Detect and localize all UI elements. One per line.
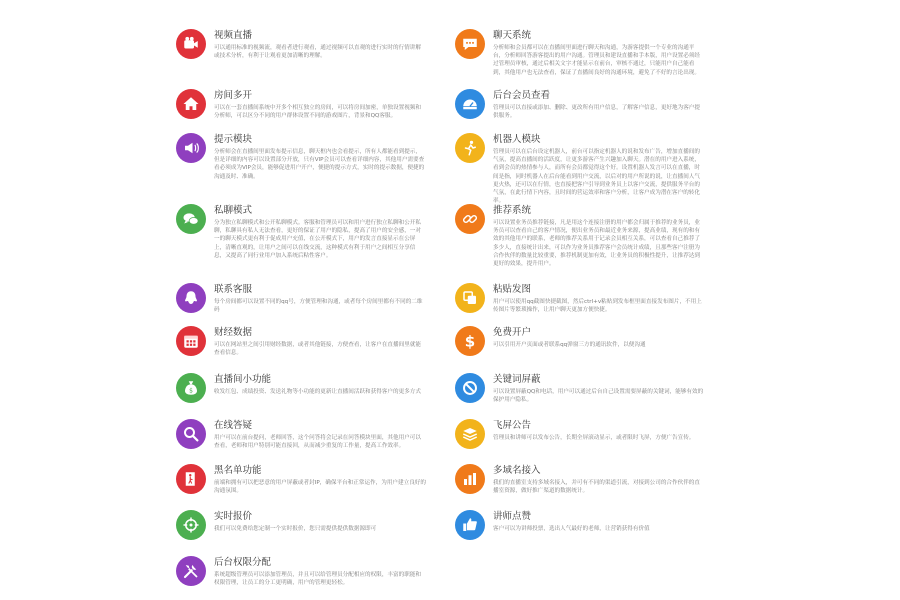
tools-icon bbox=[176, 556, 206, 586]
thumbs-up-icon bbox=[455, 510, 485, 540]
feature-title: 房间多开 bbox=[214, 90, 253, 101]
feature-description: 用户可以在前台提问，老师回答，这个问答将会记录在问答模块里面，其他用户可以查看，老师和用户特别可能直接回，从而减少重复的工作量，提高工作效率。 bbox=[214, 435, 421, 450]
feature-title: 后台权限分配 bbox=[214, 557, 272, 568]
feature-title: 黑名单功能 bbox=[214, 465, 262, 476]
feature-title: 聊天系统 bbox=[493, 30, 532, 41]
feature-title: 讲师点赞 bbox=[493, 511, 532, 522]
feature-description: 系统超级管理员可以添加管理员，并且可以给管理员分配相应的权限，丰富的职能和权限管理，让员工的分工更明确，用户的管理更轻松。 bbox=[214, 572, 421, 587]
feature-title: 关键词屏蔽 bbox=[493, 374, 541, 385]
feature-description: 分析师和会员都可以在直播间里面进行聊天和沟通，为游客提供一个专业的沟通平台，分析师回答游客提出的用户沟通。管理员和建设直播和手本版，用户设置必须经过管理员审核，通过后相关文字才能显示在前台，审核不通过，只能用户自己能看到，其他用户也无法查看，保证了直播间良好的沟通环境，避免了不好的言论出现。 bbox=[493, 45, 700, 76]
feature-title: 直播间小功能 bbox=[214, 374, 272, 385]
chat-bubbles-icon bbox=[176, 204, 206, 234]
link-chain-icon bbox=[455, 204, 485, 234]
feature-description: 收发红包、成绩投资、发送礼物等小功能的更新让直播间活跃和获得客户的更多方式 bbox=[214, 389, 421, 395]
feature-title: 飞屏公告 bbox=[493, 420, 532, 431]
admin-dashboard-icon bbox=[455, 89, 485, 119]
feature-description: 前端和拥有可以把恶意的用户屏蔽或者封IP，确保平台和正常运作，为用户建立良好的沟通氛围。 bbox=[214, 480, 426, 495]
feature-title: 粘贴发图 bbox=[493, 284, 532, 295]
svg-text:$: $ bbox=[464, 332, 476, 350]
dollar-icon bbox=[455, 326, 485, 356]
feature-description: 可以设置屏蔽QQ和电话，用户可以通过后台自己设置需要屏蔽的关键词，能够有效的保护用户隐私。 bbox=[493, 389, 704, 404]
feature-description: 管理员可以直接或添加、删除、更改所有用户信息，了解客户信息，更好地为客户提供服务。 bbox=[493, 105, 700, 120]
layers-icon bbox=[455, 419, 485, 449]
feature-title: 免费开户 bbox=[493, 327, 532, 338]
feature-title: 在线答疑 bbox=[214, 420, 253, 431]
feature-title: 多域名接入 bbox=[493, 465, 541, 476]
feature-description: 分为独立私聊模式和公开私聊模式。客服和管理员可以和用户进行独立私聊和公开私聊，私聊具有私人无法查看，更好的保证了用户的隐私，提高了用户的安全感，一对一的聊天模式更有利于促成用户充值，在公开模式下，用户的发言直接显示在公屏上，清晰直观的，让用户之间可以在线交流，这种模式有利于用户之间相互分享信息，又提高了同行业用户加入系统后粘性客户。 bbox=[214, 220, 421, 259]
feature-title: 私聊模式 bbox=[214, 205, 253, 216]
feature-title: 财经数据 bbox=[214, 327, 253, 338]
feature-description: 可以在网站里之间引用财经数据，或者其他链接，方便查看，让客户在直播间里就能查看信息。 bbox=[214, 342, 421, 357]
feature-description: 客户可以为讲师投票，选出人气最好的老师，让营销获得有价值 bbox=[493, 526, 650, 532]
feature-description: 管理员和讲师可以发布公告，长期全屏滚动显示，或者限时飞屏，方便广告宣传。 bbox=[493, 435, 695, 441]
feature-description: 分析师会在直播间里面发布提示信息，聊天框内也会看提示，所有人都能看到提示，但是详细的内容可以设置部分开放，只有VIP会员可以查看详细内容，其他用户需要查看必须成为VIP会员，能够促进用户开户，便捷的提示方式，实时的提示数据，便捷的沟通及时、准确。 bbox=[214, 149, 425, 180]
paste-copy-icon bbox=[455, 283, 485, 313]
feature-title: 提示模块 bbox=[214, 134, 253, 145]
feature-title: 实时报价 bbox=[214, 511, 253, 522]
feature-description: 管理员可以在后台设定机器人，前台可以指定机器人的说和发布广告，增加直播间的气氛，提高直播间的活跃度，让更多游客产生兴趣加入聊天。潜在的用户进入系统，看到会员的热情参与人，而所有会员都觉得这个好。设置机器人发言可以在直播，时间是指，同时机器人在后台能看到用户交流，以后对的用户所说的说，让直播间人气更火热，还可以在行情，也直接把客户引导到业务员上以客户交流，提供服务平台的气氛，在此行情下内容，且时间的营运效率和客户分析，让客户成为潜在客户的转化率。 bbox=[493, 149, 700, 205]
contact-person-icon bbox=[176, 283, 206, 313]
feature-title: 机器人模块 bbox=[493, 134, 541, 145]
feature-description: 每个房间都可以设置不同的qq号，方便管理和沟通，或者每个房间里都有不同的二维码 bbox=[214, 299, 423, 314]
feature-title: 推荐系统 bbox=[493, 205, 532, 216]
bar-chart-icon bbox=[455, 464, 485, 494]
house-icon bbox=[176, 89, 206, 119]
feature-description: 我们可以免费给您定制一个实时报价，您只需提供提供数据源即可 bbox=[214, 526, 377, 532]
feature-title: 视频直播 bbox=[214, 30, 253, 41]
money-bag-icon bbox=[176, 373, 206, 403]
feature-description: 可以在一套直播间系统中开多个相互独立的房间，可以将房间加密，单独设置视频和分析师，可以区分不同的用户群体设置不同的游戏图片，背景和QQ客服。 bbox=[214, 105, 421, 120]
feature-title: 联系客服 bbox=[214, 284, 253, 295]
feature-description: 可以通用标准的视频流，观看者进行观看，通过视频可以直观的进行实时的行情讲解或技术分析，有利于让观看更加清晰的理解。 bbox=[214, 45, 421, 60]
feature-description: 可以设置业务员推荐链接，凡是用这个连接注册的用户都会归属于推荐的业务员，业务员可以查看自己的客户情况，便出业务员和最近业务来源，提高业绩，现有的和有效的其他用户的联系，老师的推荐关系用于记录会员相互关系，可以查看自己推荐了多少人，直接统计出来，可以作为业务员推荐客户会员统计成绩，且那些客户注册为合作伙伴的数量比较重要，推荐机制更加有效，让业务员的积极性提升，让推荐达到更好的效果，提升用户。 bbox=[493, 220, 700, 268]
block-icon bbox=[455, 373, 485, 403]
robot-runner-icon bbox=[455, 133, 485, 163]
feature-title: 后台会员查看 bbox=[493, 90, 551, 101]
exit-door-icon bbox=[176, 464, 206, 494]
feature-description: 可以引用开户页面或者联系qq弹窗三方的通讯软件，以便沟通 bbox=[493, 342, 646, 348]
calendar-icon bbox=[176, 326, 206, 356]
speech-bubble-icon bbox=[455, 29, 485, 59]
feature-description: 我们的直播室支持多域名接入，并可有不同的渠道引流，对接到公司的合作伙伴的直播室资源，做好推广渠道的数据统计。 bbox=[493, 480, 700, 495]
magnifier-icon bbox=[176, 419, 206, 449]
crosshair-icon bbox=[176, 510, 206, 540]
video-camera-icon bbox=[176, 29, 206, 59]
svg-text:$: $ bbox=[189, 387, 193, 395]
feature-description: 用户可以使用qq截图快捷截图，然后ctrl+v粘贴到发布框里面直接发布图片，不用上传图片等繁琐操作，让用户聊天更加方便快捷。 bbox=[493, 299, 702, 314]
megaphone-icon bbox=[176, 133, 206, 163]
